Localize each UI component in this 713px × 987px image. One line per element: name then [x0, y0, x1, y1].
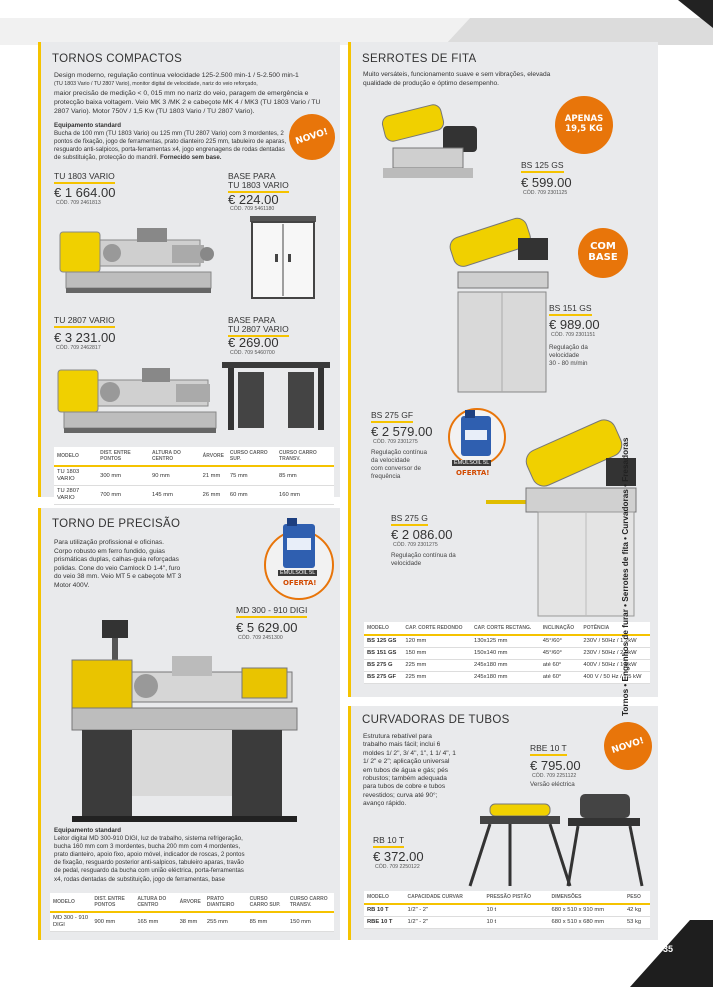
product-name: BS 151 GS [549, 304, 592, 316]
intro-text: Para utilização profissional e oficinas. Corpo robusto em ferro fundido, guias prismáticas duplas, calhas-guia reforçadas polidas. Cone do veio Camlock D 1-4", furo do veio 38 mm. Veio MT 5 e cabeçote MT 3 Motor 400V. [54, 539, 182, 589]
product-note: Regulação contínua da velocidade [391, 552, 456, 567]
product-name: MD 300 - 910 DIGI [236, 606, 307, 618]
table-header: CAPACIDADE CURVAR [405, 891, 484, 904]
product-price: € 2 579.00 [371, 424, 433, 439]
emulsoil-can-icon [279, 518, 319, 570]
table-header: CURSO CARRO SUP. [227, 447, 276, 466]
table-header: CAP. CORTE REDONDO [402, 622, 471, 635]
table-header: CURSO CARRO TRANSV. [287, 893, 334, 912]
product-price: € 1 664.00 [54, 185, 116, 200]
table-header: PESO [624, 891, 650, 904]
emulsoil-label: EMULSOIL 5L [454, 460, 490, 466]
lathe-tu1803-image [52, 210, 222, 305]
standard-equipment: Equipamento standard Bucha de 100 mm (TU 1803 Vario) ou 125 mm (TU 2807 Vario) com 3 mordentes, 2 pontos de fixação, jogo de ferramentas, prato dianteiro 225 mm, tabuleiro de aparas, resguardo anti-salpicos, porta-ferramentas x4, jogo engrenagens de rodas dentadas de substituição, protecção do mandril. Fornecido sem base. [54, 122, 287, 162]
product-name: TU 2807 VARIO [54, 316, 115, 328]
table-header: MODELO [364, 891, 405, 904]
accent-bar [348, 706, 351, 940]
product-price: € 3 231.00 [54, 330, 116, 345]
product-code: CÓD. 709 2251122 [532, 773, 577, 779]
novo-badge: NOVO! [283, 108, 341, 166]
product-name: BS 275 GF [371, 411, 413, 423]
product-price: € 599.00 [521, 175, 572, 190]
oferta-label: OFERTA! [456, 469, 490, 477]
table-header: ALTURA DO CENTRO [134, 893, 176, 912]
table-header: ALTURA DO CENTRO [149, 447, 200, 466]
product-code: CÓD. 709 2301275 [393, 542, 438, 548]
table-header: ÁRVORE [177, 893, 204, 912]
product-price: € 269.00 [228, 335, 279, 350]
intro-text: Design moderno, regulação contínua velocidade 125-2.500 min-1 / 5-2.500 min-1 (TU 1803 Vario / TU 2807 Vario), monitor digital de velocidade, nariz do veio reforçado, maior precisão de medição < 0, 015 mm no nariz do veio, paragem de emergência e protecção baixa voltagem. Veio MK 3 /MK 2 e cabeçote MK 4 / MK3 (TU 1803 Vario / TU 2807 Vario). Motor 750V / 1,5 Kw (TU 1803 Vario / TU 2807 Vario). [54, 72, 321, 115]
product-note: Regulação contínua da velocidade com conversor de frequência [371, 449, 428, 480]
table-row: RB 10 T 1/2" - 2" 10 t 680 x 510 x 910 mm 42 kg [364, 904, 650, 917]
table-header: MODELO [54, 447, 97, 466]
table-row: RBE 10 T 1/2" - 2" 10 t 680 x 510 x 680 mm 53 kg [364, 917, 650, 929]
product-code: CÓD. 709 2301151 [551, 332, 596, 338]
side-navigation-text: Tornos • Engenhos de furar • Serrotes de fita • Curvadoras • Fresadoras [621, 437, 630, 716]
product-note: Versão eléctrica [530, 781, 575, 788]
table-row: TU 2807 VARIO 700 mm 145 mm 26 mm 60 mm 160 mm [54, 486, 334, 505]
lathe-tu2807-image [52, 352, 222, 444]
product-name: BS 125 GS [521, 161, 564, 173]
base-cabinet-image [248, 214, 318, 300]
accent-bar [348, 42, 351, 697]
table-header: PRATO DIANTEIRO [204, 893, 247, 912]
product-name: RB 10 T [373, 836, 404, 848]
product-note: Regulação da velocidade 30 - 80 m/min [549, 344, 588, 367]
product-name: BS 275 G [391, 514, 428, 526]
product-price: € 224.00 [228, 192, 279, 207]
table-header: MODELO [364, 622, 402, 635]
product-code: CÓD. 709 2301275 [373, 439, 418, 445]
table-header: DIST. ENTRE PONTOS [97, 447, 149, 466]
bandsaw-bs125-image [373, 100, 493, 195]
table-header: MODELO [50, 893, 91, 912]
accent-bar [38, 508, 41, 940]
product-price: € 2 086.00 [391, 527, 453, 542]
product-code: CÓD. 709 2462817 [56, 345, 101, 351]
standard-equipment: Equipamento standard Leitor digital MD 300-910 DIGI, luz de trabalho, sistema refrigeração, bucha 160 mm com 3 mordentes, bucha 200 mm com 4 mordentes, prato dianteiro, apoio fixo, apoio móvel, indicador de roscas, 2 pontos de fixação, resguardo posterior anti-salpicos, tabuleiro aparas, travão de pedal, resguardo da bucha com união eléctrica, porta-ferramentas x4, rodas dentadas de substituição, jogo de ferramentas, base [54, 827, 245, 883]
accent-bar [38, 42, 41, 497]
table-header: DIST. ENTRE PONTOS [91, 893, 134, 912]
spec-table-serrotes [364, 622, 650, 684]
precision-lathe-image [62, 616, 312, 826]
product-name-line2: TU 2807 VARIO [228, 325, 289, 337]
product-name-line2: TU 1803 VARIO [228, 181, 289, 193]
product-price: € 5 629.00 [236, 620, 298, 635]
section-title: CURVADORAS DE TUBOS [362, 714, 510, 726]
table-header: CURSO CARRO TRANSV. [276, 447, 334, 466]
corner-mark [660, 0, 713, 30]
table-row: BS 275 G 225 mm 245x180 mm até 60° 400V / 50Hz / 1,1kW [364, 660, 650, 672]
product-code: CÓD. 709 2301125 [523, 190, 568, 196]
weight-badge: APENAS 19,5 KG [555, 96, 613, 154]
intro-text: Estrutura rebatível para trabalho mais fácil; inclui 6 moldes 1/ 2", 3/ 4", 1", 1 1/ 4", 1 1/ 2" e 2"; aplicação universal em tubos de água e gás; pés robustos; também adequada para tubos de cobre e tubos revestidos; curva até 90°; avanço rápido. [363, 733, 456, 808]
spec-table-compactos [54, 447, 334, 505]
table-row: TU 1803 VARIO 300 mm 90 mm 21 mm 75 mm 85 mm [54, 466, 334, 486]
table-row: BS 275 GF 225 mm 245x180 mm até 60° 400 V / 50 Hz / 1,5 kW [364, 672, 650, 684]
novo-badge: NOVO! [598, 716, 658, 776]
bandsaw-bs275-image [486, 418, 656, 618]
product-code: CÓD. 709 2250122 [375, 864, 420, 870]
section-title: TORNOS COMPACTOS [52, 53, 183, 65]
table-header: PRESSÃO PISTÃO [484, 891, 549, 904]
emulsoil-label: EMULSOIL 5L [280, 570, 316, 576]
bandsaw-bs151-image [448, 212, 558, 394]
spec-table-precisao [50, 893, 334, 932]
table-header: DIMENSÕES [549, 891, 624, 904]
table-header: INCLINAÇÃO [540, 622, 581, 635]
section-title: TORNO DE PRECISÃO [52, 518, 181, 530]
com-base-badge: COM BASE [578, 228, 628, 278]
table-header: CURSO CARRO SUP. [247, 893, 287, 912]
product-price: € 372.00 [373, 849, 424, 864]
pipe-bender-image [450, 790, 650, 890]
table-row: MD 300 - 910 DIGI 900 mm 165 mm 38 mm 255 mm 85 mm 150 mm [50, 912, 334, 932]
product-name: RBE 10 T [530, 744, 567, 756]
product-price: € 989.00 [549, 317, 600, 332]
product-name: TU 1803 VARIO [54, 172, 115, 184]
table-header: CAP. CORTE RECTANG. [471, 622, 540, 635]
table-header: POTÊNCIA [580, 622, 650, 635]
base-stand-image [222, 360, 332, 432]
product-code: CÓD. 709 5460700 [230, 350, 275, 356]
product-name: BASE PARA [228, 315, 276, 325]
intro-text: Muito versáteis, funcionamento suave e sem vibrações, elevada qualidade de produção e óptimo desempenho. [363, 71, 551, 87]
section-title: SERROTES DE FITA [362, 53, 477, 65]
product-name: BASE PARA [228, 171, 276, 181]
table-header: ÁRVORE [200, 447, 227, 466]
product-code: CÓD. 709 2461813 [56, 200, 101, 206]
product-code: CÓD. 709 5461180 [230, 206, 275, 212]
product-price: € 795.00 [530, 758, 581, 773]
spec-table-curvadoras [364, 891, 650, 929]
header-stripe [0, 0, 713, 45]
product-code: CÓD. 709 2451300 [238, 635, 283, 641]
page-number: 35 [663, 944, 674, 954]
oferta-label: OFERTA! [283, 579, 317, 587]
table-row: BS 151 GS 150 mm 150x140 mm 45°/60° 230V / 50Hz / 2,0kW [364, 648, 650, 660]
table-row: BS 125 GS 120 mm 130x125 mm 45°/60° 230V / 50Hz / 1,2kW [364, 635, 650, 648]
